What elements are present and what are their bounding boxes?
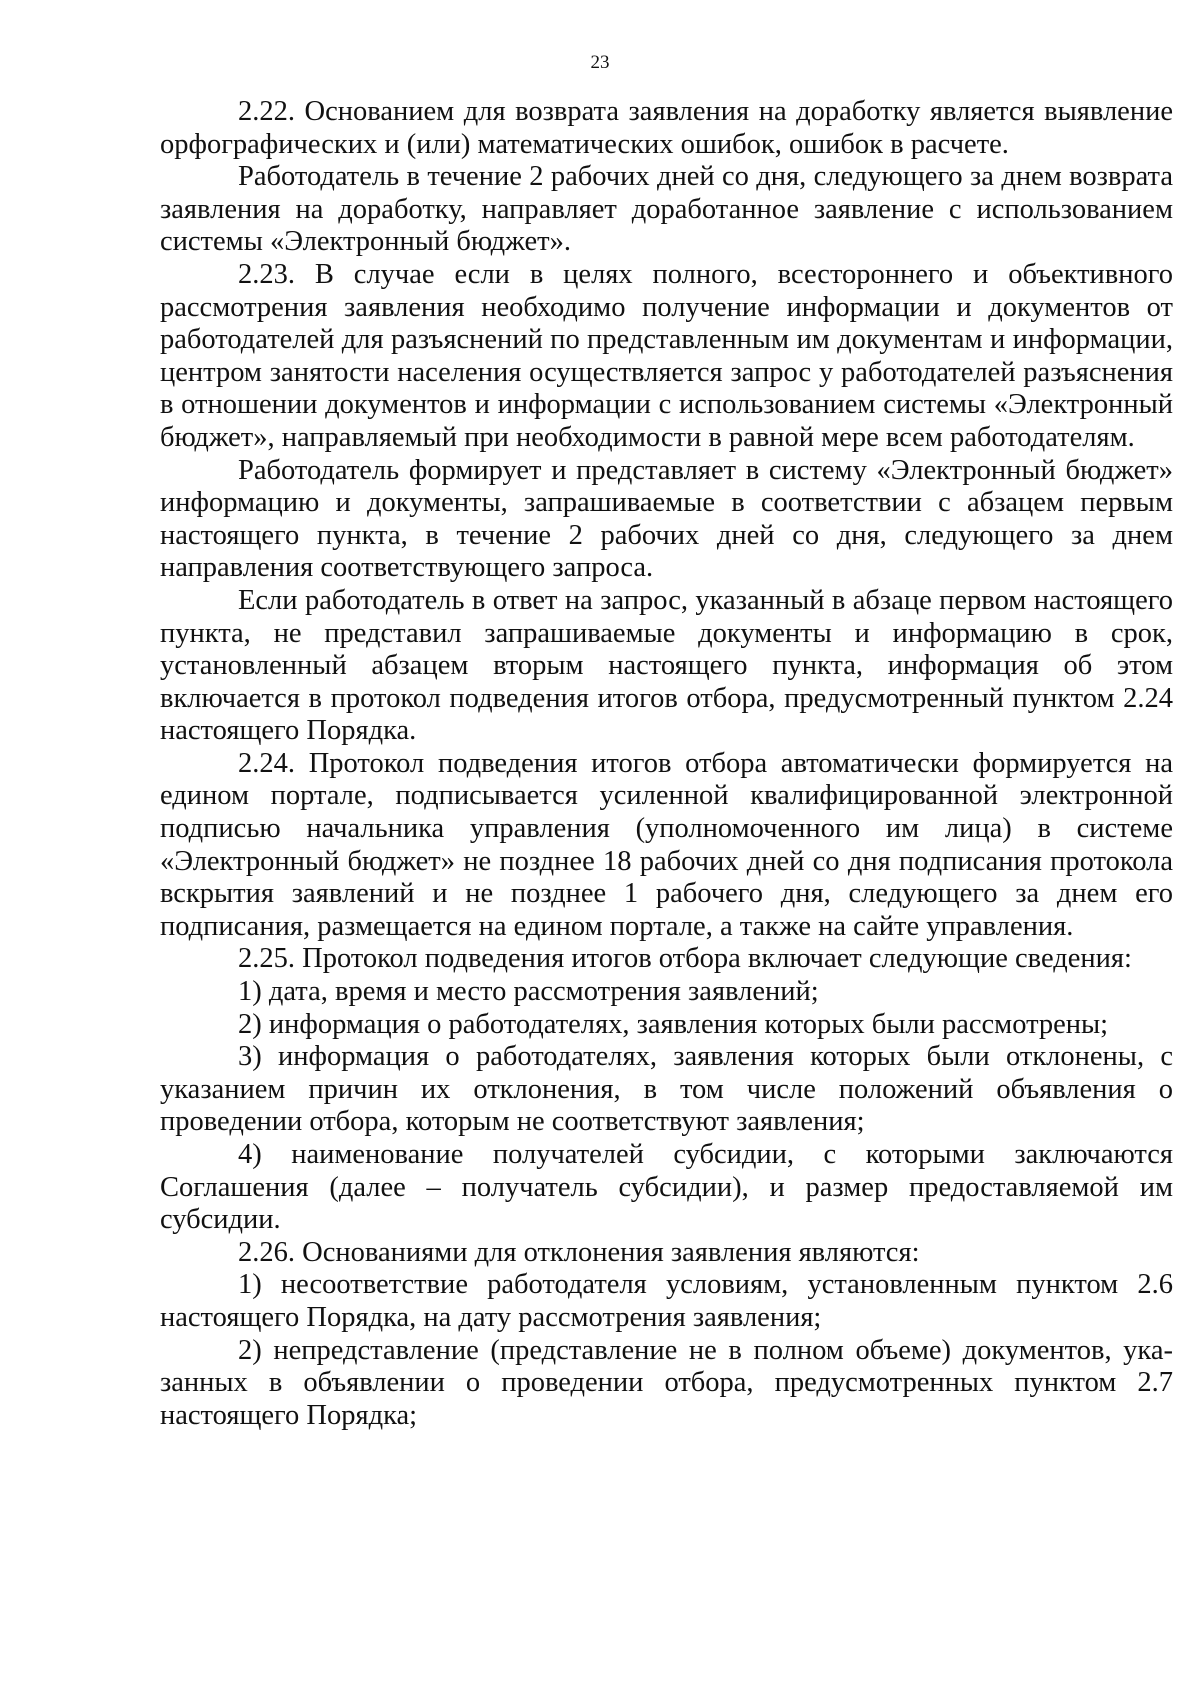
- list-item-2-26-2: 2) непредставление (представление не в полном объеме) документов, указанных в объявлении о проведении отбора, предусмотренных пунктом 2.7 настоящего Порядка;: [160, 1334, 1173, 1431]
- paragraph-2-24: 2.24. Протокол подведения итогов отбора автоматически формируется на едином портале, подписывается усиленной квалифицированной электронной подписью начальника управления (уполномоченного им лица) в системе «Электронный бюджет» не позднее 18 рабочих дней со дня подписания протокола вскрытия заявлений и не позднее 1 рабочего дня, следующего за днем его подписания, размещается на едином портале, а также на сайте управления.: [160, 747, 1173, 942]
- paragraph-2-26: 2.26. Основаниями для отклонения заявления являются:: [238, 1236, 920, 1268]
- list-item-2-25-2: 2) информация о работодателях, заявления которых были рассмотрены;: [238, 1008, 1109, 1040]
- list-item-2-26-1: 1) несоответствие работодателя условиям, установленным пунктом 2.6 настоящего Порядка, на дату рассмотрения заявления;: [160, 1269, 1173, 1333]
- paragraph-2-23-no-response: Если работодатель в ответ на запрос, указанный в абзаце первом настоящего пункта, не представил запрашиваемые документы и информацию в срок, установленный абзацем вторым настоящего пункта, информация об этом включается в протокол подведения итогов отбора, предусмотренный пунктом 2.24 настоящего Порядка.: [160, 584, 1173, 747]
- list-item-2-25-1: 1) дата, время и место рассмотрения заявлений;: [238, 976, 819, 1008]
- paragraph-2-25: 2.25. Протокол подведения итогов отбора включает следующие сведения:: [238, 943, 1132, 975]
- paragraph-2-23: 2.23. В случае если в целях полного, всестороннего и объективного рассмотрения заявления необходимо получение информации и документов от работодателей для разъяснений по представленным им документам и информации, центром занятости населения осуществляется запрос у работодателей разъяснения в отношении документов и информации с использованием системы «Электронный бюджет», направляемый при необходимости в равной мере всем работодателям.: [160, 258, 1173, 453]
- page-number: 23: [590, 52, 610, 73]
- list-item-2-25-3: 3) информация о работодателях, заявления которых были отклонены, с указанием причин их отклонения, в том числе положений объявления о проведении отбора, которым не соответствуют заявления;: [160, 1041, 1173, 1138]
- list-item-2-25-4: 4) наименование получателей субсидии, с которыми заключаются Соглашения (далее – получатель субсидии), и размер предоставляемой им субсидии.: [160, 1139, 1173, 1236]
- paragraph-2-22: 2.22. Основанием для возврата заявления на доработку является выявление орфографических и (или) математических ошибок, ошибок в расчете.: [160, 96, 1173, 160]
- paragraph-2-22-resubmission: Работодатель в течение 2 рабочих дней со дня, следующего за днем возврата заявления на доработку, направляет доработанное заявление с использованием системы «Электронный бюджет».: [160, 161, 1173, 258]
- document-body: [160, 96, 1173, 1432]
- paragraph-2-23-employer-response: Работодатель формирует и представляет в систему «Электронный бюджет» информацию и документы, запрашиваемые в соответствии с абзацем первым настоящего пункта, в течение 2 рабочих дней со дня, следующего за днем направления соответствующего запроса.: [160, 454, 1173, 584]
